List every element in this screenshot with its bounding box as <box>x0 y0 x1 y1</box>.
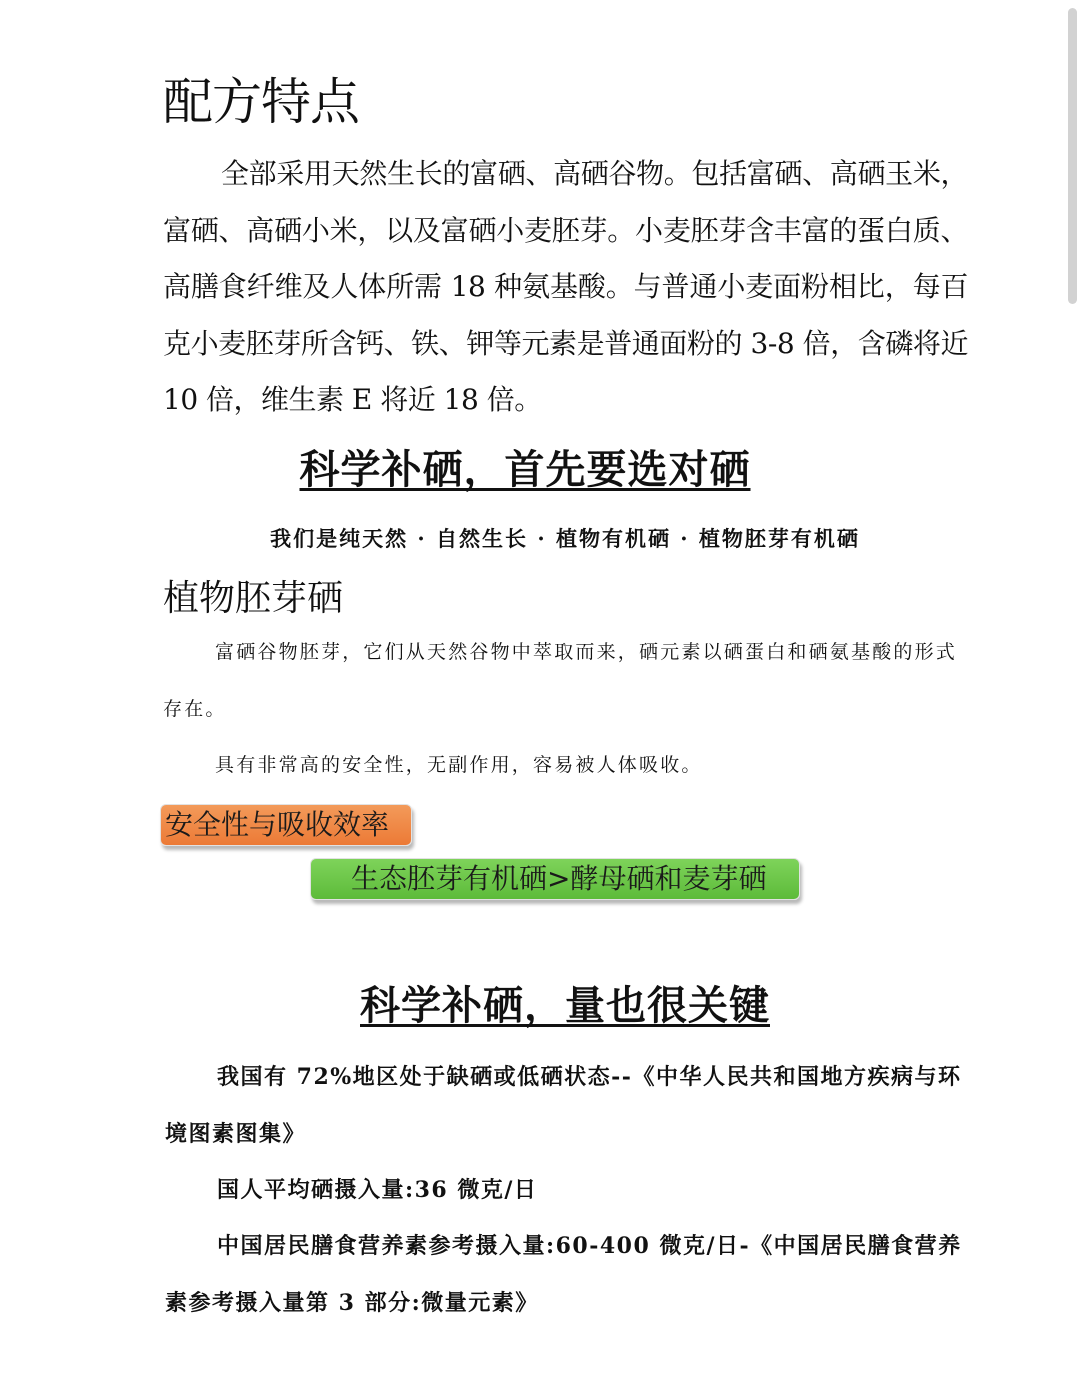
natural-tagline: 我们是纯天然 · 自然生长 · 植物有机硒 · 植物胚芽有机硒 <box>270 526 860 551</box>
scrollbar-thumb[interactable] <box>1068 8 1077 304</box>
germ-selenium-paragraph: 富硒谷物胚芽，它们从天然谷物中萃取而来，硒元素以硒蛋白和硒氨基酸的形式存在。 <box>163 641 958 720</box>
heading-choose-selenium: 科学补硒，首先要选对硒 <box>299 447 751 493</box>
safety-paragraph: 具有非常高的安全性，无副作用，容易被人体吸收。 <box>215 754 703 776</box>
heading-amount-key: 科学补硒，量也很关键 <box>360 983 770 1029</box>
subheading-germ-selenium: 植物胚芽硒 <box>163 578 344 619</box>
section-title-formula: 配方特点 <box>163 73 359 131</box>
average-intake-paragraph: 国人平均硒摄入量:36 微克/日 <box>217 1177 538 1203</box>
safety-efficiency-label: 安全性与吸收效率 <box>160 804 412 846</box>
formula-paragraph: 全部采用天然生长的富硒、高硒谷物。包括富硒、高硒玉米，富硒、高硒小米，以及富硒小麦胚芽。小麦胚芽含丰富的蛋白质、高膳食纤维及人体所需 18 种氨基酸。与普通小麦面粉相比，每百克小麦胚芽所含钙、铁、钾等元素是普通面粉的 3-8 倍，含磷将近 10 倍，维生素 E 将近 18 倍。 <box>163 157 968 416</box>
reference-intake-paragraph: 中国居民膳食营养素参考摄入量:60-400 微克/日-《中国居民膳食营养素参考摄入量第 3 部分:微量元素》 <box>165 1233 962 1316</box>
vertical-scrollbar[interactable] <box>1066 0 1080 1400</box>
comparison-label: 生态胚芽有机硒>酵母硒和麦芽硒 <box>310 858 800 900</box>
deficiency-paragraph: 我国有 72%地区处于缺硒或低硒状态--《中华人民共和国地方疾病与环境图素图集》 <box>165 1064 962 1147</box>
